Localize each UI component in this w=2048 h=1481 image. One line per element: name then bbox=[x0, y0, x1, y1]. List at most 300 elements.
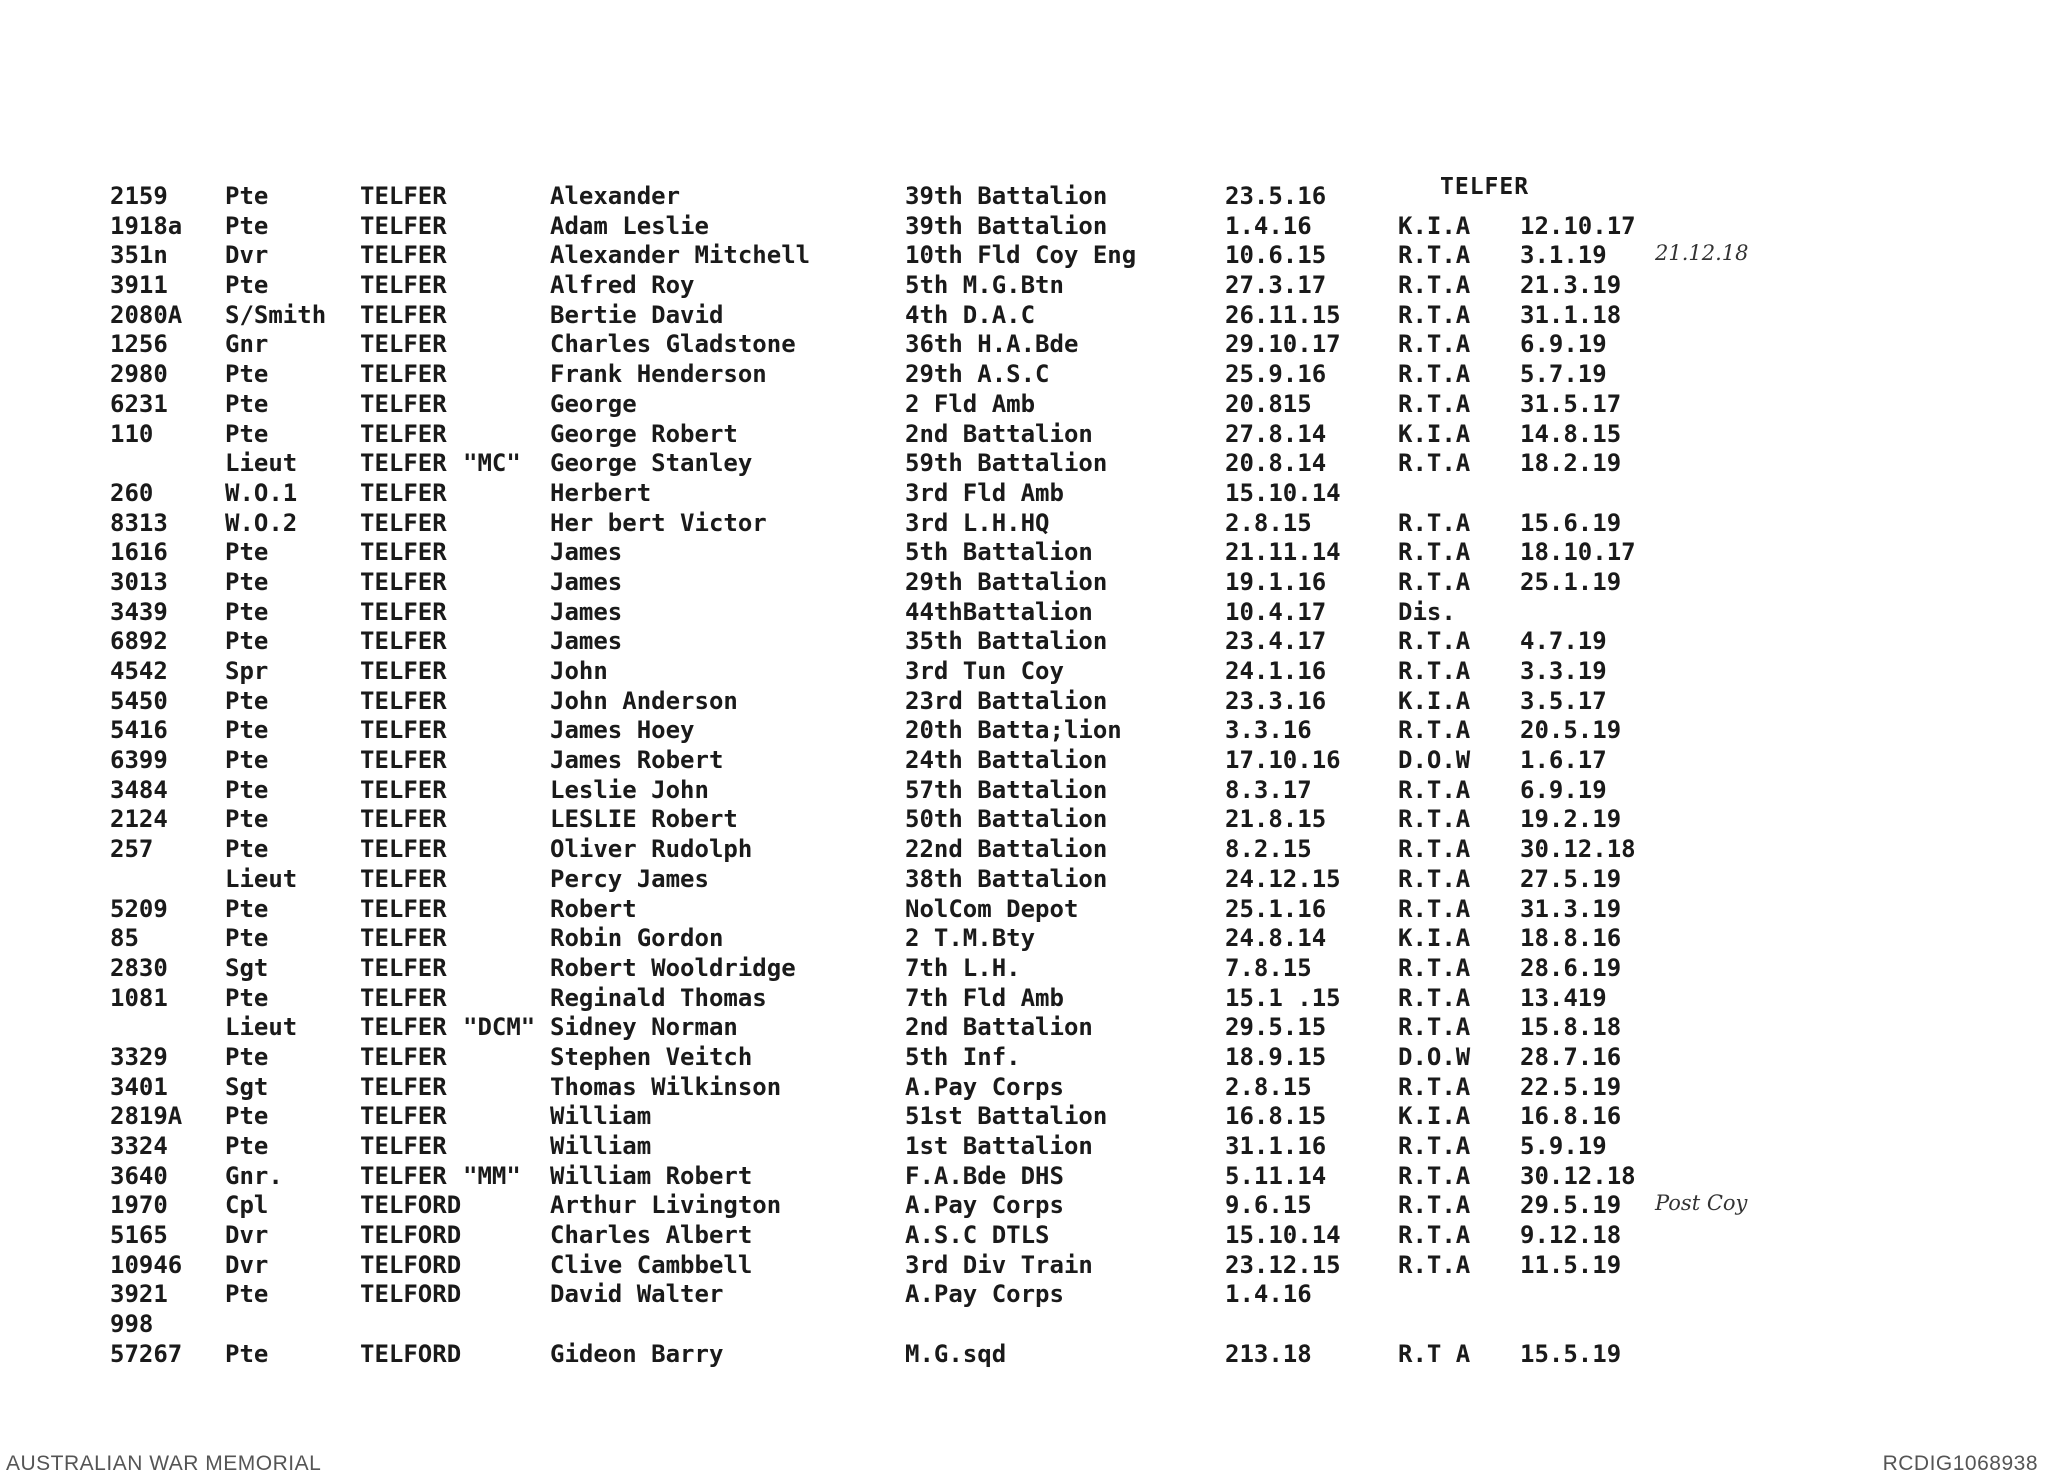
unit: 5th M.G.Btn bbox=[905, 271, 1064, 300]
rank: Pte bbox=[225, 1280, 269, 1309]
enlistment-date: 24.1.16 bbox=[1225, 657, 1327, 685]
table-row bbox=[0, 598, 2048, 628]
surname: TELFORD bbox=[360, 1339, 462, 1368]
enlistment-date: 31.1.16 bbox=[1225, 1132, 1327, 1160]
service-number: 5450 bbox=[110, 686, 168, 715]
given-names: Bertie David bbox=[550, 300, 724, 329]
enlistment-date: 23.5.16 bbox=[1225, 182, 1327, 210]
given-names: Robin Gordon bbox=[550, 924, 724, 953]
fate: R.T.A bbox=[1398, 864, 1471, 893]
surname: TELFER bbox=[360, 241, 447, 270]
surname: TELFER bbox=[360, 835, 447, 864]
service-number: 4542 bbox=[110, 657, 168, 685]
unit: 39th Battalion bbox=[905, 211, 1108, 240]
rank: Pte bbox=[225, 686, 269, 715]
fate: K.I.A bbox=[1398, 419, 1471, 448]
enlistment-date: 2.8.15 bbox=[1225, 1072, 1312, 1101]
rank: Pte bbox=[225, 1042, 269, 1071]
fate-date: 15.6.19 bbox=[1520, 508, 1622, 537]
service-number: 6231 bbox=[110, 389, 168, 418]
fate-date: 6.9.19 bbox=[1520, 775, 1607, 804]
fate-date: 3.1.19 bbox=[1520, 241, 1607, 270]
enlistment-date: 29.10.17 bbox=[1225, 330, 1341, 359]
enlistment-date: 27.3.17 bbox=[1225, 271, 1327, 300]
enlistment-date: 24.8.14 bbox=[1225, 924, 1327, 953]
service-number: 3013 bbox=[110, 567, 168, 596]
unit: 23rd Battalion bbox=[905, 686, 1108, 715]
surname: TELFER bbox=[360, 449, 447, 478]
table-row bbox=[0, 182, 2048, 212]
fate: R.T.A bbox=[1398, 567, 1471, 596]
unit: 7th Fld Amb bbox=[905, 983, 1064, 1012]
rank: Sgt bbox=[225, 1072, 269, 1101]
service-number: 2830 bbox=[110, 953, 168, 982]
rank: Pte bbox=[225, 1339, 269, 1368]
unit: 1st Battalion bbox=[905, 1132, 1093, 1160]
unit: 5th Battalion bbox=[905, 538, 1093, 567]
unit: 44thBattalion bbox=[905, 597, 1093, 626]
given-names: Percy James bbox=[550, 864, 709, 893]
fate: K.I.A bbox=[1398, 686, 1471, 715]
rank: Pte bbox=[225, 271, 269, 300]
given-names: Her bert Victor bbox=[550, 508, 767, 537]
given-names: William Robert bbox=[550, 1161, 753, 1190]
given-names: James bbox=[550, 538, 623, 567]
service-number: 351n bbox=[110, 241, 168, 270]
surname: TELFER bbox=[360, 1132, 447, 1160]
service-number: 3324 bbox=[110, 1132, 168, 1160]
rank: Pte bbox=[225, 775, 269, 804]
surname: TELFER bbox=[360, 686, 447, 715]
table-row bbox=[0, 301, 2048, 331]
fate-date: 6.9.19 bbox=[1520, 330, 1607, 359]
surname: TELFER bbox=[360, 1013, 447, 1042]
surname: TELFER bbox=[360, 716, 447, 745]
fate: R.T.A bbox=[1398, 508, 1471, 537]
fate-date: 18.2.19 bbox=[1520, 449, 1622, 478]
unit: 3rd Div Train bbox=[905, 1250, 1093, 1279]
rank: Pte bbox=[225, 211, 269, 240]
enlistment-date: 16.8.15 bbox=[1225, 1102, 1327, 1131]
unit: 3rd L.H.HQ bbox=[905, 508, 1050, 537]
table-row bbox=[0, 865, 2048, 895]
given-names: John bbox=[550, 657, 608, 685]
fate: R.T.A bbox=[1398, 716, 1471, 745]
enlistment-date: 10.6.15 bbox=[1225, 241, 1327, 270]
fate-date: 3.3.19 bbox=[1520, 657, 1607, 685]
fate-date: 18.10.17 bbox=[1520, 538, 1636, 567]
surname: TELFER bbox=[360, 746, 447, 775]
table-row bbox=[0, 360, 2048, 390]
enlistment-date: 15.10.14 bbox=[1225, 1221, 1341, 1250]
unit: 4th D.A.C bbox=[905, 300, 1036, 329]
table-row bbox=[0, 627, 2048, 657]
rank: Pte bbox=[225, 1102, 269, 1131]
table-row bbox=[0, 924, 2048, 954]
enlistment-date: 21.8.15 bbox=[1225, 805, 1327, 834]
rank: Pte bbox=[225, 597, 269, 626]
rank: Pte bbox=[225, 182, 269, 210]
table-row bbox=[0, 509, 2048, 539]
fate: D.O.W bbox=[1398, 1042, 1471, 1071]
fate-date: 25.1.19 bbox=[1520, 567, 1622, 596]
service-number: 3921 bbox=[110, 1280, 168, 1309]
surname: TELFER bbox=[360, 657, 447, 685]
surname: TELFER bbox=[360, 894, 447, 923]
fate: R.T.A bbox=[1398, 1072, 1471, 1101]
unit: 39th Battalion bbox=[905, 182, 1108, 210]
given-names: Charles Gladstone bbox=[550, 330, 796, 359]
service-number: 2980 bbox=[110, 360, 168, 389]
handwritten-note: Post Coy bbox=[1655, 1191, 1748, 1216]
surname: TELFER bbox=[360, 805, 447, 834]
service-number: 5416 bbox=[110, 716, 168, 745]
roll-rows bbox=[0, 182, 2048, 1370]
table-row bbox=[0, 657, 2048, 687]
table-row bbox=[0, 835, 2048, 865]
footer-record-id: RCDIG1068938 bbox=[1882, 1452, 2038, 1475]
unit: 24th Battalion bbox=[905, 746, 1108, 775]
service-number: 2159 bbox=[110, 182, 168, 210]
rank: Cpl bbox=[225, 1191, 269, 1220]
service-number: 57267 bbox=[110, 1339, 183, 1368]
given-names: Clive Cambbell bbox=[550, 1250, 753, 1279]
enlistment-date: 18.9.15 bbox=[1225, 1042, 1327, 1071]
given-names: Reginald Thomas bbox=[550, 983, 767, 1012]
service-number: 1970 bbox=[110, 1191, 168, 1220]
enlistment-date: 20.815 bbox=[1225, 389, 1312, 418]
rank: Pte bbox=[225, 360, 269, 389]
rank: Pte bbox=[225, 389, 269, 418]
service-number: 1616 bbox=[110, 538, 168, 567]
award: "DCM" bbox=[463, 1013, 536, 1042]
unit: NolCom Depot bbox=[905, 894, 1079, 923]
service-number: 110 bbox=[110, 419, 154, 448]
table-row bbox=[0, 716, 2048, 746]
surname: TELFER bbox=[360, 597, 447, 626]
enlistment-date: 25.1.16 bbox=[1225, 894, 1327, 923]
rank: Pte bbox=[225, 835, 269, 864]
fate: R.T.A bbox=[1398, 300, 1471, 329]
given-names: Leslie John bbox=[550, 775, 709, 804]
enlistment-date: 26.11.15 bbox=[1225, 300, 1341, 329]
service-number: 6892 bbox=[110, 627, 168, 656]
surname: TELFER bbox=[360, 627, 447, 656]
enlistment-date: 19.1.16 bbox=[1225, 567, 1327, 596]
given-names: Charles Albert bbox=[550, 1221, 753, 1250]
table-row bbox=[0, 1043, 2048, 1073]
given-names: William bbox=[550, 1132, 652, 1160]
given-names: Alexander Mitchell bbox=[550, 241, 811, 270]
rank: Pte bbox=[225, 983, 269, 1012]
enlistment-date: 25.9.16 bbox=[1225, 360, 1327, 389]
given-names: Alexander bbox=[550, 182, 681, 210]
surname: TELFER bbox=[360, 300, 447, 329]
rank: Pte bbox=[225, 716, 269, 745]
fate-date: 3.5.17 bbox=[1520, 686, 1607, 715]
rank: Pte bbox=[225, 746, 269, 775]
surname: TELFER bbox=[360, 538, 447, 567]
enlistment-date: 10.4.17 bbox=[1225, 597, 1327, 626]
table-row bbox=[0, 1102, 2048, 1132]
surname: TELFER bbox=[360, 953, 447, 982]
fate: K.I.A bbox=[1398, 924, 1471, 953]
surname: TELFORD bbox=[360, 1221, 462, 1250]
given-names: James bbox=[550, 627, 623, 656]
fate: Dis. bbox=[1398, 597, 1456, 626]
service-number: 257 bbox=[110, 835, 154, 864]
surname-header: TELFER bbox=[1440, 174, 1530, 200]
given-names: George Robert bbox=[550, 419, 738, 448]
service-number: 6399 bbox=[110, 746, 168, 775]
footer-archive-name: AUSTRALIAN WAR MEMORIAL bbox=[6, 1452, 322, 1475]
table-row bbox=[0, 568, 2048, 598]
service-number: 2819A bbox=[110, 1102, 183, 1131]
fate-date: 16.8.16 bbox=[1520, 1102, 1622, 1131]
table-row bbox=[0, 895, 2048, 925]
table-row bbox=[0, 479, 2048, 509]
fate-date: 30.12.18 bbox=[1520, 835, 1636, 864]
rank: Gnr bbox=[225, 330, 269, 359]
fate: R.T.A bbox=[1398, 983, 1471, 1012]
unit: 35th Battalion bbox=[905, 627, 1108, 656]
service-number: 3640 bbox=[110, 1161, 168, 1190]
rank: Pte bbox=[225, 419, 269, 448]
table-row bbox=[0, 984, 2048, 1014]
surname: TELFER bbox=[360, 360, 447, 389]
service-number: 1918a bbox=[110, 211, 183, 240]
unit: 2nd Battalion bbox=[905, 1013, 1093, 1042]
fate-date: 31.5.17 bbox=[1520, 389, 1622, 418]
fate-date: 21.3.19 bbox=[1520, 271, 1622, 300]
fate: R.T.A bbox=[1398, 1250, 1471, 1279]
table-row bbox=[0, 1191, 2048, 1221]
unit: F.A.Bde DHS bbox=[905, 1161, 1064, 1190]
enlistment-date: 7.8.15 bbox=[1225, 953, 1312, 982]
unit: A.Pay Corps bbox=[905, 1072, 1064, 1101]
fate: R.T.A bbox=[1398, 1221, 1471, 1250]
fate-date: 31.1.18 bbox=[1520, 300, 1622, 329]
given-names: Oliver Rudolph bbox=[550, 835, 753, 864]
service-number: 2124 bbox=[110, 805, 168, 834]
rank: Lieut bbox=[225, 1013, 298, 1042]
unit: 29th Battalion bbox=[905, 567, 1108, 596]
unit: A.S.C DTLS bbox=[905, 1221, 1050, 1250]
table-row bbox=[0, 1340, 2048, 1370]
enlistment-date: 23.12.15 bbox=[1225, 1250, 1341, 1279]
unit: M.G.sqd bbox=[905, 1339, 1007, 1368]
table-row bbox=[0, 1310, 2048, 1340]
fate: R.T.A bbox=[1398, 360, 1471, 389]
table-row bbox=[0, 1162, 2048, 1192]
enlistment-date: 9.6.15 bbox=[1225, 1191, 1312, 1220]
enlistment-date: 23.4.17 bbox=[1225, 627, 1327, 656]
service-number: 260 bbox=[110, 478, 154, 507]
given-names: Arthur Livington bbox=[550, 1191, 782, 1220]
table-row bbox=[0, 271, 2048, 301]
fate-date: 14.8.15 bbox=[1520, 419, 1622, 448]
unit: 2nd Battalion bbox=[905, 419, 1093, 448]
unit: 51st Battalion bbox=[905, 1102, 1108, 1131]
surname: TELFER bbox=[360, 1042, 447, 1071]
rank: Dvr bbox=[225, 241, 269, 270]
given-names: William bbox=[550, 1102, 652, 1131]
fate-date: 15.8.18 bbox=[1520, 1013, 1622, 1042]
rank: Pte bbox=[225, 567, 269, 596]
rank: W.O.2 bbox=[225, 508, 298, 537]
fate: R.T.A bbox=[1398, 1013, 1471, 1042]
given-names: James Hoey bbox=[550, 716, 695, 745]
given-names: LESLIE Robert bbox=[550, 805, 738, 834]
unit: 5th Inf. bbox=[905, 1042, 1021, 1071]
fate-date: 4.7.19 bbox=[1520, 627, 1607, 656]
unit: 2 Fld Amb bbox=[905, 389, 1036, 418]
unit: 38th Battalion bbox=[905, 864, 1108, 893]
surname: TELFORD bbox=[360, 1250, 462, 1279]
surname: TELFER bbox=[360, 775, 447, 804]
fate: R.T.A bbox=[1398, 835, 1471, 864]
enlistment-date: 15.1 .15 bbox=[1225, 983, 1341, 1012]
surname: TELFER bbox=[360, 924, 447, 953]
fate-date: 22.5.19 bbox=[1520, 1072, 1622, 1101]
fate-date: 15.5.19 bbox=[1520, 1339, 1622, 1368]
rank: Pte bbox=[225, 1132, 269, 1160]
enlistment-date: 17.10.16 bbox=[1225, 746, 1341, 775]
service-number: 998 bbox=[110, 1310, 154, 1339]
fate: R.T.A bbox=[1398, 1191, 1471, 1220]
service-number: 3911 bbox=[110, 271, 168, 300]
fate-date: 19.2.19 bbox=[1520, 805, 1622, 834]
rank: S/Smith bbox=[225, 300, 327, 329]
unit: 50th Battalion bbox=[905, 805, 1108, 834]
unit: 36th H.A.Bde bbox=[905, 330, 1079, 359]
unit: 22nd Battalion bbox=[905, 835, 1108, 864]
enlistment-date: 29.5.15 bbox=[1225, 1013, 1327, 1042]
given-names: James bbox=[550, 567, 623, 596]
surname: TELFER bbox=[360, 182, 447, 210]
enlistment-date: 3.3.16 bbox=[1225, 716, 1312, 745]
service-number: 2080A bbox=[110, 300, 183, 329]
fate-date: 27.5.19 bbox=[1520, 864, 1622, 893]
surname: TELFER bbox=[360, 983, 447, 1012]
table-row bbox=[0, 805, 2048, 835]
fate-date: 30.12.18 bbox=[1520, 1161, 1636, 1190]
rank: Pte bbox=[225, 538, 269, 567]
fate-date: 29.5.19 bbox=[1520, 1191, 1622, 1220]
unit: 20th Batta;lion bbox=[905, 716, 1122, 745]
award: "MM" bbox=[463, 1161, 521, 1190]
fate: K.I.A bbox=[1398, 211, 1471, 240]
service-number: 5209 bbox=[110, 894, 168, 923]
service-number: 3329 bbox=[110, 1042, 168, 1071]
unit: 59th Battalion bbox=[905, 449, 1108, 478]
surname: TELFER bbox=[360, 419, 447, 448]
given-names: George bbox=[550, 389, 637, 418]
fate-date: 13.419 bbox=[1520, 983, 1607, 1012]
table-row bbox=[0, 746, 2048, 776]
fate-date: 11.5.19 bbox=[1520, 1250, 1622, 1279]
enlistment-date: 27.8.14 bbox=[1225, 419, 1327, 448]
given-names: George Stanley bbox=[550, 449, 753, 478]
unit: 57th Battalion bbox=[905, 775, 1108, 804]
unit: 29th A.S.C bbox=[905, 360, 1050, 389]
fate: R.T.A bbox=[1398, 657, 1471, 685]
surname: TELFER bbox=[360, 567, 447, 596]
fate-date: 31.3.19 bbox=[1520, 894, 1622, 923]
fate-date: 28.7.16 bbox=[1520, 1042, 1622, 1071]
surname: TELFER bbox=[360, 864, 447, 893]
service-number: 3439 bbox=[110, 597, 168, 626]
table-row bbox=[0, 449, 2048, 479]
unit: 7th L.H. bbox=[905, 953, 1021, 982]
surname: TELFER bbox=[360, 1072, 447, 1101]
service-number: 8313 bbox=[110, 508, 168, 537]
fate: R.T.A bbox=[1398, 271, 1471, 300]
rank: Lieut bbox=[225, 449, 298, 478]
service-number: 3401 bbox=[110, 1072, 168, 1101]
service-number: 3484 bbox=[110, 775, 168, 804]
fate: R.T.A bbox=[1398, 1132, 1471, 1160]
fate-date: 9.12.18 bbox=[1520, 1221, 1622, 1250]
fate: D.O.W bbox=[1398, 746, 1471, 775]
award: "MC" bbox=[463, 449, 521, 478]
fate: R.T.A bbox=[1398, 1161, 1471, 1190]
service-number: 5165 bbox=[110, 1221, 168, 1250]
rank: W.O.1 bbox=[225, 478, 298, 507]
fate: R.T.A bbox=[1398, 894, 1471, 923]
fate-date: 5.7.19 bbox=[1520, 360, 1607, 389]
unit: A.Pay Corps bbox=[905, 1191, 1064, 1220]
fate: R.T.A bbox=[1398, 953, 1471, 982]
enlistment-date: 21.11.14 bbox=[1225, 538, 1341, 567]
table-row bbox=[0, 1251, 2048, 1281]
enlistment-date: 24.12.15 bbox=[1225, 864, 1341, 893]
fate: R.T.A bbox=[1398, 449, 1471, 478]
given-names: Gideon Barry bbox=[550, 1339, 724, 1368]
enlistment-date: 1.4.16 bbox=[1225, 211, 1312, 240]
fate-date: 12.10.17 bbox=[1520, 211, 1636, 240]
table-row bbox=[0, 1221, 2048, 1251]
service-number: 85 bbox=[110, 924, 139, 953]
rank: Lieut bbox=[225, 864, 298, 893]
unit: 2 T.M.Bty bbox=[905, 924, 1036, 953]
service-number: 10946 bbox=[110, 1250, 183, 1279]
fate: R.T A bbox=[1398, 1339, 1471, 1368]
table-row bbox=[0, 776, 2048, 806]
fate-date: 5.9.19 bbox=[1520, 1132, 1607, 1160]
surname: TELFER bbox=[360, 389, 447, 418]
rank: Pte bbox=[225, 627, 269, 656]
given-names: Frank Henderson bbox=[550, 360, 767, 389]
enlistment-date: 1.4.16 bbox=[1225, 1280, 1312, 1309]
given-names: Robert Wooldridge bbox=[550, 953, 796, 982]
given-names: Alfred Roy bbox=[550, 271, 695, 300]
surname: TELFER bbox=[360, 478, 447, 507]
surname: TELFORD bbox=[360, 1280, 462, 1309]
service-number: 1256 bbox=[110, 330, 168, 359]
rank: Pte bbox=[225, 894, 269, 923]
fate: R.T.A bbox=[1398, 538, 1471, 567]
fate-date: 1.6.17 bbox=[1520, 746, 1607, 775]
table-row bbox=[0, 1073, 2048, 1103]
fate-date: 18.8.16 bbox=[1520, 924, 1622, 953]
given-names: Adam Leslie bbox=[550, 211, 709, 240]
enlistment-date: 2.8.15 bbox=[1225, 508, 1312, 537]
given-names: Sidney Norman bbox=[550, 1013, 738, 1042]
enlistment-date: 23.3.16 bbox=[1225, 686, 1327, 715]
table-row bbox=[0, 687, 2048, 717]
rank: Pte bbox=[225, 924, 269, 953]
